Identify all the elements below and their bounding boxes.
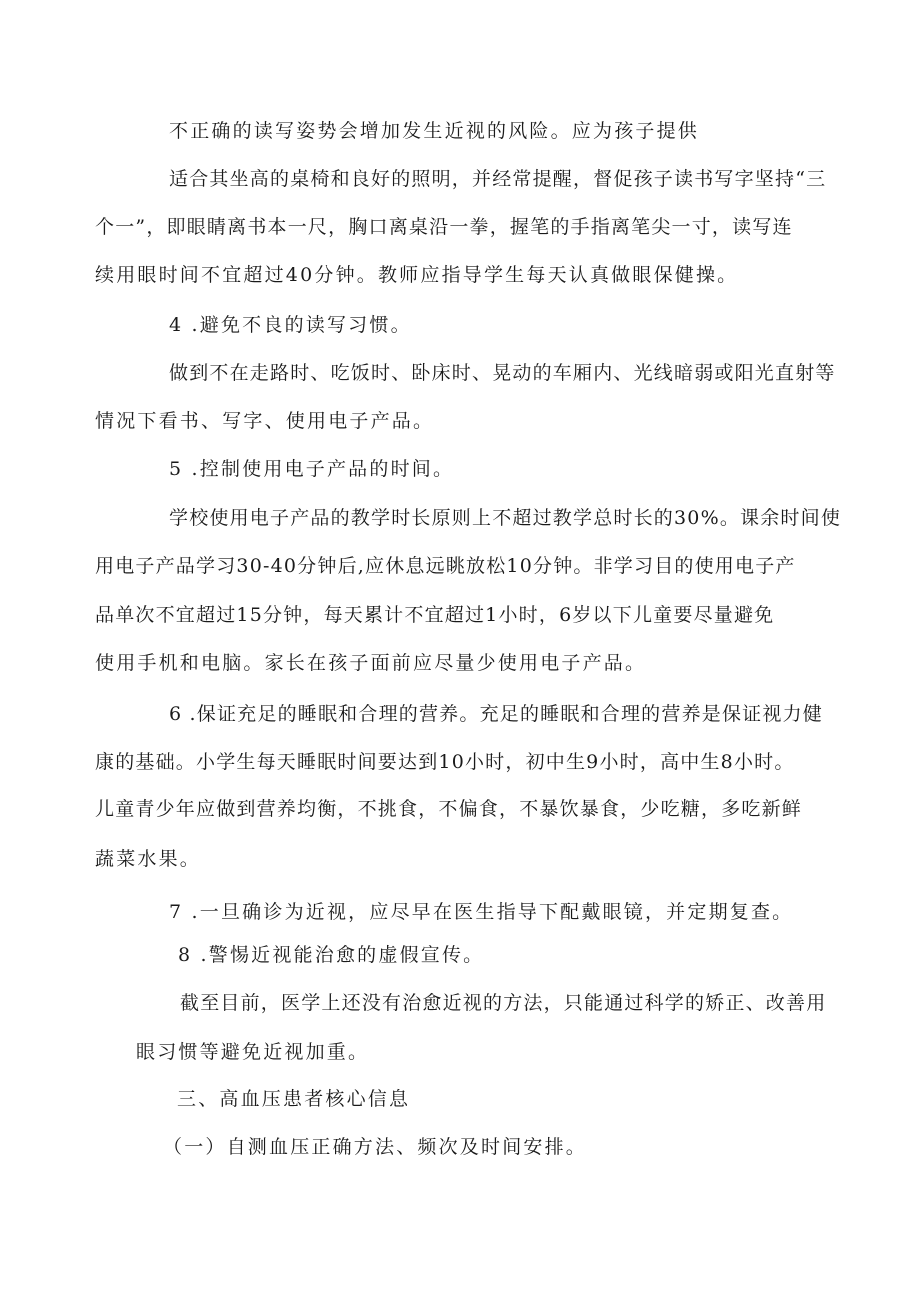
- paragraph-line-11: 康的基础。小学生每天睡眠时间要达到10小时，初中生9小时，高中生8小时。: [95, 751, 795, 773]
- paragraph-line-13: 蔬菜水果。: [95, 848, 202, 870]
- chapter-heading: 三、高血压患者核心信息: [177, 1088, 411, 1110]
- paragraph-line-15: 眼习惯等避免近视加重。: [136, 1041, 370, 1063]
- paragraph-line-7: 学校使用电子产品的教学时长原则上不超过教学总时长的30%。课余时间使: [169, 507, 842, 529]
- section-heading-8: 8 .警惕近视能治愈的虚假宣传。: [178, 944, 485, 966]
- paragraph-line-8: 用电子产品学习30-40分钟后,应休息远眺放松10分钟。非学习目的使用电子产: [95, 555, 796, 577]
- section-heading-4: 4 .避免不良的读写习惯。: [169, 314, 412, 336]
- sub-heading: （一）自测血压正确方法、频次及时间安排。: [163, 1136, 588, 1158]
- section-heading-6: 6 .保证充足的睡眠和合理的营养。充足的睡眠和合理的营养是保证视力健: [169, 703, 823, 725]
- paragraph-line-14: 截至目前，医学上还没有治愈近视的方法，只能通过科学的矫正、改善用: [180, 992, 827, 1014]
- paragraph-line-5: 做到不在走路时、吃饭时、卧床时、晃动的车厢内、光线暗弱或阳光直射等: [169, 362, 836, 384]
- paragraph-line-12: 儿童青少年应做到营养均衡，不挑食，不偏食，不暴饮暴食，少吃糖，多吃新鲜: [95, 798, 803, 820]
- paragraph-line-10: 使用手机和电脑。家长在孩子面前应尽量少使用电子产品。: [95, 652, 647, 674]
- section-heading-7: 7 .一旦确诊为近视，应尽早在医生指导下配戴眼镜，并定期复查。: [169, 901, 794, 923]
- paragraph-line-9: 品单次不宜超过15分钟，每天累计不宜超过1小时，6岁以下儿童要尽量避免: [95, 604, 775, 626]
- paragraph-line-6: 情况下看书、写字、使用电子产品。: [95, 410, 435, 432]
- paragraph-line-3: 个一”，即眼睛离书本一尺，胸口离桌沿一拳，握笔的手指离笔尖一寸，读写连: [95, 216, 793, 238]
- section-heading-5: 5 .控制使用电子产品的时间。: [169, 458, 455, 480]
- paragraph-line-1: 不正确的读写姿势会增加发生近视的风险。应为孩子提供: [169, 120, 700, 142]
- paragraph-line-4: 续用眼时间不宜超过40分钟。教师应指导学生每天认真做眼保健操。: [95, 264, 739, 286]
- paragraph-line-2: 适合其坐高的桌椅和良好的照明，并经常提醒，督促孩子读书写字坚持“三: [169, 168, 827, 190]
